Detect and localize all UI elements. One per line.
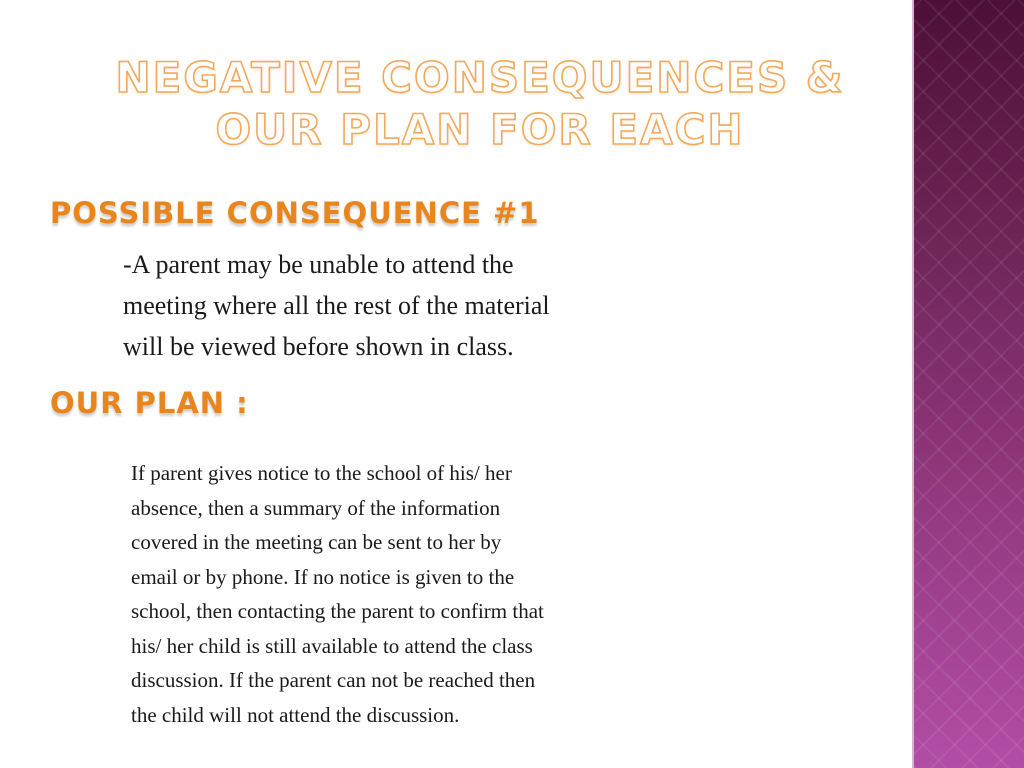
text-line: If parent gives notice to the school of his/ her <box>131 461 512 485</box>
text-line: covered in the meeting can be sent to her by <box>131 530 502 554</box>
plan-text <box>131 456 731 732</box>
text-line: meeting where all the rest of the material <box>123 291 550 320</box>
consequence-heading: POSSIBLE CONSEQUENCE #1 <box>50 196 540 230</box>
text-line: the child will not attend the discussion. <box>131 702 460 727</box>
title-line: NEGATIVE CONSEQUENCES & <box>115 53 845 102</box>
title-line: OUR PLAN FOR EACH <box>215 105 745 154</box>
text-line: email or by phone. If no notice is given to the <box>131 564 515 589</box>
text-line: school, then contacting the parent to confirm that <box>131 599 544 623</box>
plan-heading: OUR PLAN : <box>50 386 249 420</box>
decorative-side-band <box>912 0 1024 768</box>
text-line: will be viewed before shown in class. <box>123 332 514 361</box>
text-line: discussion. If the parent can not be reached then <box>131 668 536 692</box>
text-line: his/ her child is still available to attend the class <box>131 633 533 658</box>
text-line: absence, then a summary of the information <box>131 495 501 520</box>
text-line: -A parent may be unable to attend the <box>123 250 514 279</box>
slide-title <box>100 52 860 156</box>
consequence-text <box>123 244 723 367</box>
